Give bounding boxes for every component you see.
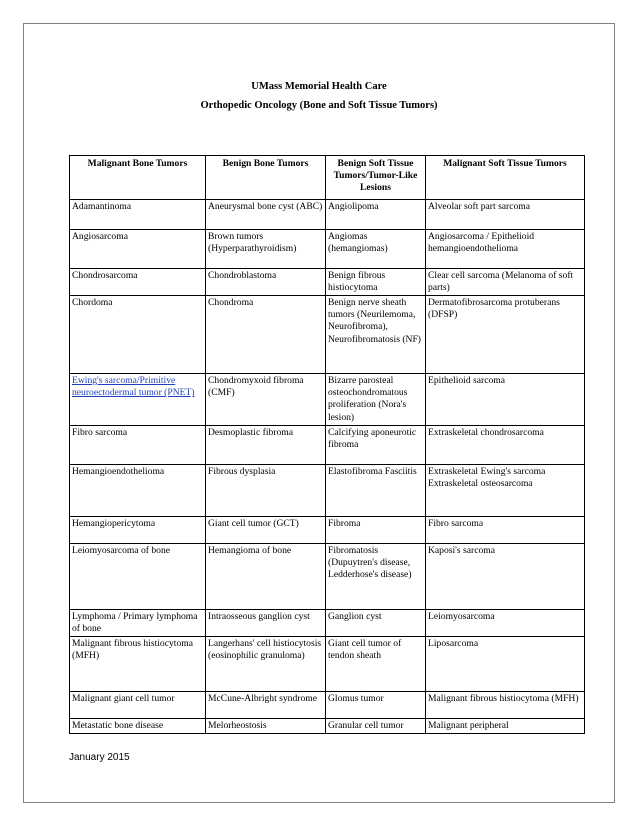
table-row xyxy=(70,296,585,374)
table-cell: Lymphoma / Primary lymphoma of bone xyxy=(70,610,206,637)
table-cell: Ganglion cyst xyxy=(326,610,426,637)
table-cell: Chondromyxoid fibroma (CMF) xyxy=(206,374,326,426)
table-cell: Fibro sarcoma xyxy=(70,426,206,465)
table-cell: Hemangiopericytoma xyxy=(70,517,206,544)
ewings-sarcoma-link[interactable]: Ewing's sarcoma/Primitive neuroectodermal tumor (PNET) xyxy=(72,375,195,399)
table-cell: Malignant peripheral xyxy=(426,719,585,734)
table-header-row xyxy=(70,156,585,200)
table-cell: Desmoplastic fibroma xyxy=(206,426,326,465)
column-header: Malignant Bone Tumors xyxy=(70,156,206,200)
table-cell: Malignant fibrous histiocytoma (MFH) xyxy=(70,637,206,692)
table-cell: Fibromatosis (Dupuytren's disease, Ledderhose's disease) xyxy=(326,544,426,610)
table-cell: Metastatic bone disease xyxy=(70,719,206,734)
table-cell: Angiomas (hemangiomas) xyxy=(326,230,426,269)
footer-date: January 2015 xyxy=(69,752,130,763)
table-cell: Epithelioid sarcoma xyxy=(426,374,585,426)
table-row xyxy=(70,426,585,465)
table-cell: Chondroblastoma xyxy=(206,269,326,296)
table-cell: Granular cell tumor xyxy=(326,719,426,734)
table-cell: Chordoma xyxy=(70,296,206,374)
table-cell: Fibrous dysplasia xyxy=(206,465,326,517)
table-cell: Benign nerve sheath tumors (Neurilemoma, Neurofibroma), Neurofibromatosis (NF) xyxy=(326,296,426,374)
column-header: Benign Bone Tumors xyxy=(206,156,326,200)
table-cell: Brown tumors (Hyperparathyroidism) xyxy=(206,230,326,269)
table-cell: Giant cell tumor (GCT) xyxy=(206,517,326,544)
table-cell: Angiosarcoma / Epithelioid hemangioendothelioma xyxy=(426,230,585,269)
table-cell: Extraskeletal Ewing's sarcoma Extraskeletal osteosarcoma xyxy=(426,465,585,517)
table-cell xyxy=(70,374,206,426)
column-header: Benign Soft Tissue Tumors/Tumor-Like Lesions xyxy=(326,156,426,200)
table-cell: Chondrosarcoma xyxy=(70,269,206,296)
document-subtitle: Orthopedic Oncology (Bone and Soft Tissue Tumors) xyxy=(200,100,438,111)
table-cell: Intraosseous ganglion cyst xyxy=(206,610,326,637)
column-header: Malignant Soft Tissue Tumors xyxy=(426,156,585,200)
table-cell: Bizarre parosteal osteochondromatous proliferation (Nora's lesion) xyxy=(326,374,426,426)
table-row xyxy=(70,374,585,426)
table-cell: Langerhans' cell histiocytosis (eosinophilic granuloma) xyxy=(206,637,326,692)
table-cell: Dermatofibrosarcoma protuberans (DFSP) xyxy=(426,296,585,374)
table-cell: Fibroma xyxy=(326,517,426,544)
table-row xyxy=(70,610,585,637)
table-cell: Angiolipoma xyxy=(326,200,426,230)
table-cell: McCune-Albright syndrome xyxy=(206,692,326,719)
table-row xyxy=(70,719,585,734)
table-row xyxy=(70,517,585,544)
table-row xyxy=(70,637,585,692)
table-cell: Extraskeletal chondrosarcoma xyxy=(426,426,585,465)
table-cell: Angiosarcoma xyxy=(70,230,206,269)
table-row xyxy=(70,692,585,719)
table-row xyxy=(70,200,585,230)
table-cell: Calcifying aponeurotic fibroma xyxy=(326,426,426,465)
table-cell: Alveolar soft part sarcoma xyxy=(426,200,585,230)
table-row xyxy=(70,230,585,269)
table-cell: Liposarcoma xyxy=(426,637,585,692)
table-cell: Hemangioma of bone xyxy=(206,544,326,610)
table-cell: Elastofibroma Fasciitis xyxy=(326,465,426,517)
table-cell: Kaposi's sarcoma xyxy=(426,544,585,610)
table-row xyxy=(70,544,585,610)
table-cell: Leiomyosarcoma of bone xyxy=(70,544,206,610)
table-cell: Fibro sarcoma xyxy=(426,517,585,544)
table-cell: Giant cell tumor of tendon sheath xyxy=(326,637,426,692)
table-cell: Malignant giant cell tumor xyxy=(70,692,206,719)
table-cell: Hemangioendothelioma xyxy=(70,465,206,517)
table-row xyxy=(70,465,585,517)
table-cell: Adamantinoma xyxy=(70,200,206,230)
table-cell: Benign fibrous histiocytoma xyxy=(326,269,426,296)
table-cell: Melorheostosis xyxy=(206,719,326,734)
table-cell: Clear cell sarcoma (Melanoma of soft parts) xyxy=(426,269,585,296)
table-cell: Aneurysmal bone cyst (ABC) xyxy=(206,200,326,230)
table-row xyxy=(70,269,585,296)
table-cell: Malignant fibrous histiocytoma (MFH) xyxy=(426,692,585,719)
document-title: UMass Memorial Health Care xyxy=(251,81,387,92)
table-cell: Leiomyosarcoma xyxy=(426,610,585,637)
table-cell: Glomus tumor xyxy=(326,692,426,719)
table-cell: Chondroma xyxy=(206,296,326,374)
tumor-table xyxy=(69,155,585,734)
